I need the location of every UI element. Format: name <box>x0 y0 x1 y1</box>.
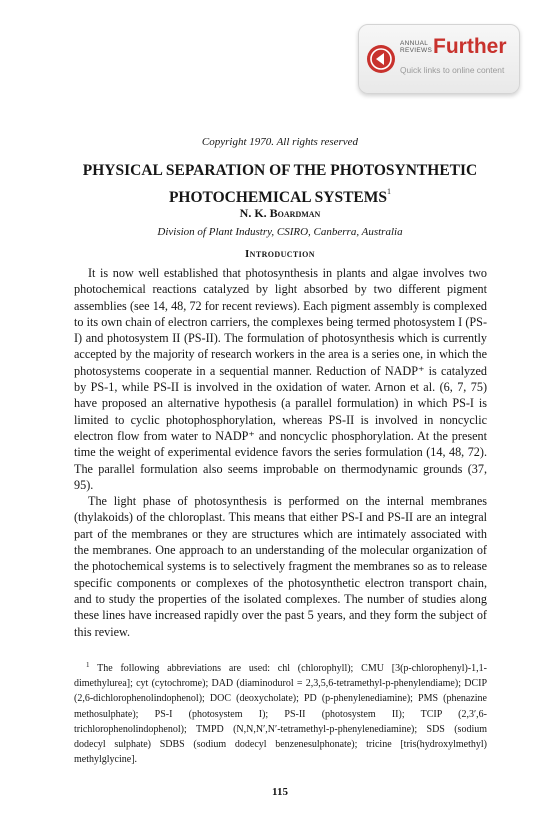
body-paragraph: It is now well established that photosynthesis in plants and algae involves two photochemical reactions catalyzed by light absorbed by two different pigment assemblies (see 14, 48, 72 for recent reviews). Each pigment assembly is complexed to its own chain of electron carriers, the complexes being termed photosystem I (PS-I) and photosystem II (PS-II). The formulation of photosynthesis which is currently accepted by the majority of research workers in the area is a series one, in which the photosystems cooperate in a sequential manner. Reduction of NADP⁺ is catalyzed by PS-1, while PS-II is involved in the oxidation of water. Arnon et al. (6, 7, 75) have proposed an alternative hypothesis (a parallel formulation) in which PS-I is limited to cyclic photophosphorylation, whereas PS-II is involved in noncyclic electron flow from water to NADP⁺ and noncyclic phosphorylation. At the present time the weight of experimental evidence favors the series formulation (14, 48, 72). The parallel formulation also seems improbable on thermodynamic grounds (37, 95). <box>74 266 487 492</box>
quick-links-label: Quick links to online content <box>400 65 505 75</box>
annual-reviews-label: ANNUAL REVIEWS <box>400 40 433 54</box>
body-paragraph: The light phase of photosynthesis is performed on the internal membranes (thylakoids) of the chloroplast. This means that either PS-I and PS-II are an integral part of the membranes or they are structures which are intimately associated with the membranes. One approach to an understanding of the molecular organization of the photochemical systems is to selectively fragment the membranes so as to release specific components or complexes of the photosynthetic electron transport chain, and to study the properties of the isolated complexes. The number of studies along these lines have increased rapidly over the past 5 years, and they form the subject of this review. <box>74 494 487 639</box>
further-arrow-icon <box>366 44 396 74</box>
footnote <box>74 658 487 767</box>
title-footnote-marker: 1 <box>387 187 392 196</box>
article-body <box>74 265 487 640</box>
copyright-notice: Copyright 1970. All rights reserved <box>201 136 359 148</box>
page-number: 115 <box>272 786 288 798</box>
section-heading: Introduction <box>245 248 315 260</box>
footnote-paragraph <box>74 658 487 767</box>
further-label: Further <box>433 35 507 58</box>
footnote-marker: 1 <box>86 661 90 669</box>
footnote-text: The following abbreviations are used: chl (chlorophyll); CMU [3(p-chlorophenyl)-1,1-dimethylurea]; cyt (cytochrome); DAD (diaminodurol = 2,3,5,6-tetramethyl-p-phenylendiame); DCIP (2,6-dichlorophenolindophenol); DOC (deoxycholate); PD (p-phenylenediamine); PMS (phenazine methosulphate); PS-I (photosystem I); PS-II (photosystem II); TCIP (2,3′,6-trichlorophenolindophenol); TMPD (N,N,N′,N′-tetramethyl-p-phenylenediamine); SDS (sodium dodecyl sulphate) SDBS (sodium dodecyl benzenesulphonate); tricine [tris(hydroxylmethyl) methylglycine]. <box>74 663 487 766</box>
article-title <box>40 160 520 208</box>
author-affiliation: Division of Plant Industry, CSIRO, Canberra, Australia <box>157 226 403 238</box>
author-name: N. K. Boardman <box>239 206 321 220</box>
annual-reviews-further-badge[interactable] <box>358 24 520 94</box>
article-title-text: PHYSICAL SEPARATION OF THE PHOTOSYNTHETIC PHOTOCHEMICAL SYSTEMS <box>82 162 478 206</box>
